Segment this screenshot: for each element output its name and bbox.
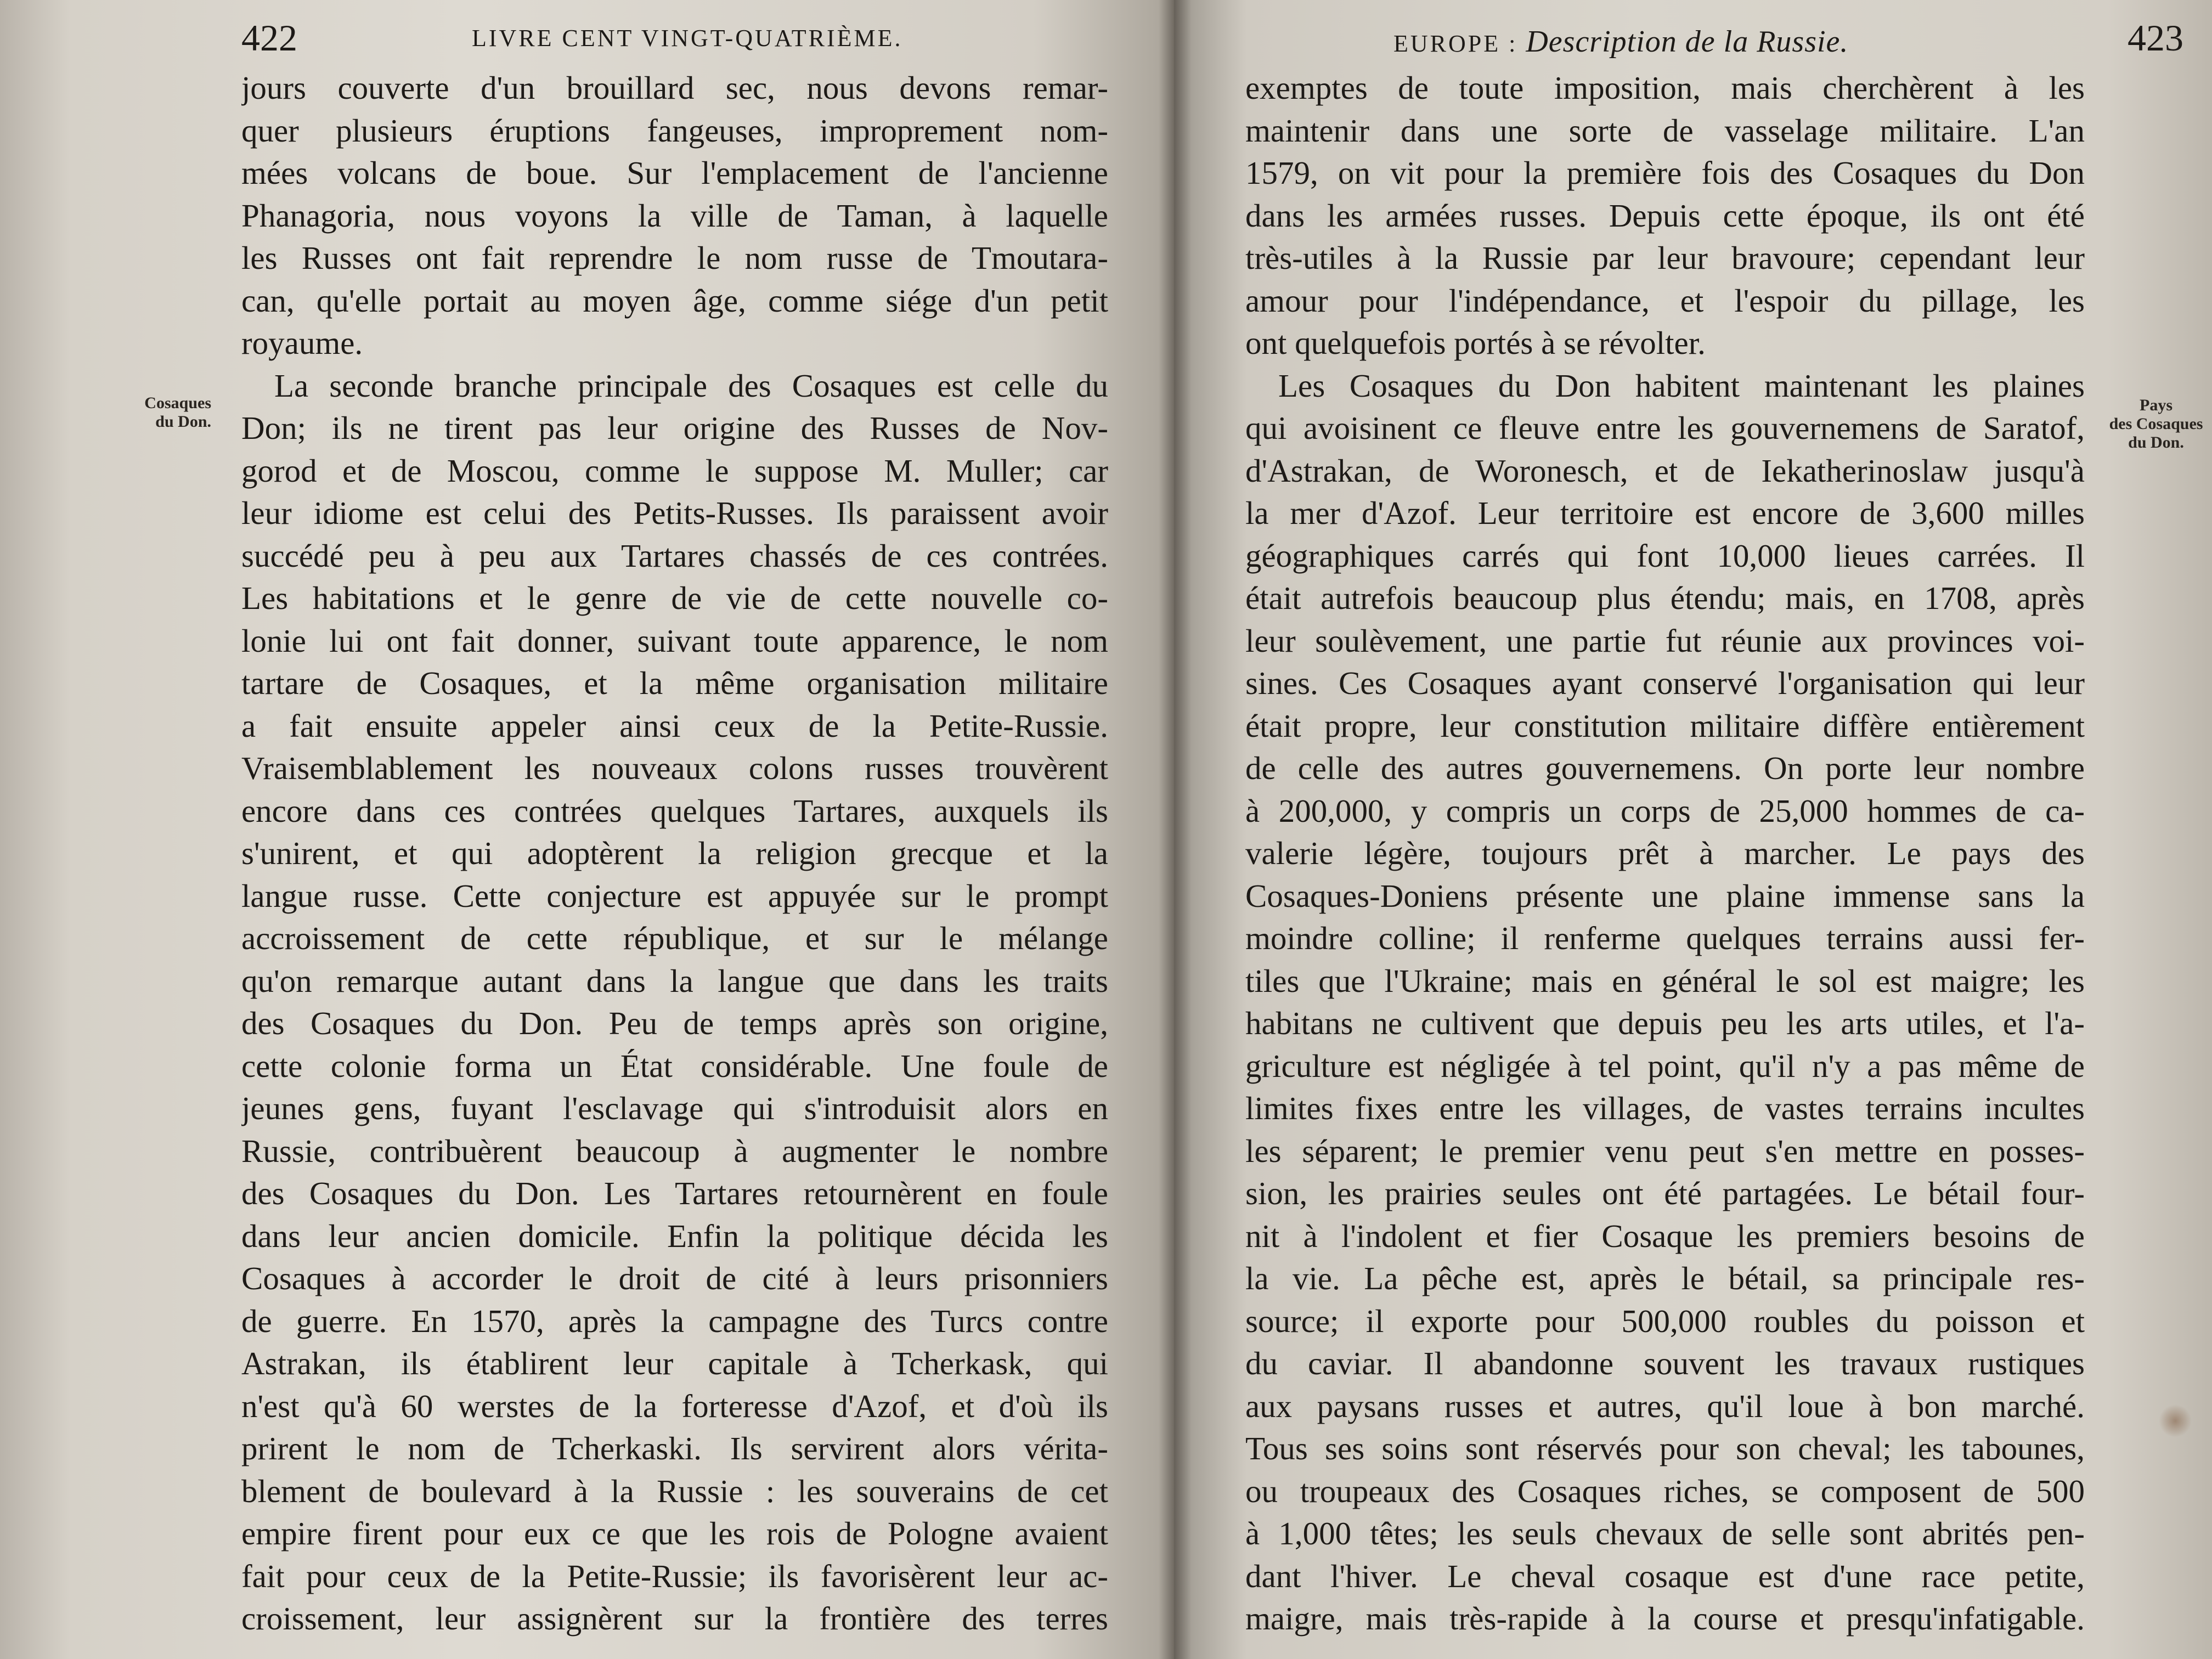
right-running-head <box>1393 16 2183 66</box>
right-margin-note <box>2107 396 2205 452</box>
text-line: langue russe. Cette conjecture est appuyée sur le prompt <box>241 877 1108 914</box>
text-line: tiles que l'Ukraine; mais en général le sol est maigre; les <box>1245 962 2085 999</box>
text-line: Cosaques-Doniens présente une plaine immense sans la <box>1245 877 2085 914</box>
text-line: croissement, leur assignèrent sur la frontière des terres <box>241 1600 1108 1637</box>
text-line: moindre colline; il renferme quelques terrains aussi fer- <box>1245 920 2085 956</box>
text-line: cette colonie forma un État considérable. Une foule de <box>241 1047 1108 1084</box>
text-line: dant l'hiver. Le cheval cosaque est d'une race petite, <box>1245 1558 2085 1594</box>
text-line: ont quelquefois portés à se révolter. <box>1245 325 1706 361</box>
right-running-title-lead: EUROPE <box>1393 30 1501 57</box>
text-line: 1579, on vit pour la première fois des Cosaques du Don <box>1245 155 2085 191</box>
text-line: s'unirent, et qui adoptèrent la religion grecque et la <box>241 835 1108 871</box>
text-line: jours couverte d'un brouillard sec, nous devons remar- <box>241 70 1108 106</box>
text-line: du caviar. Il abandonne souvent les travaux rustiques <box>1245 1345 2085 1381</box>
left-folio: 422 <box>241 17 297 59</box>
right-running-title <box>1393 24 1848 59</box>
text-line: les Russes ont fait reprendre le nom russe de Tmoutara- <box>241 240 1108 276</box>
text-line: Cosaques à accorder le droit de cité à leurs prisonniers <box>241 1260 1108 1296</box>
text-line: source; il exporte pour 500,000 roubles du poisson et <box>1245 1302 2085 1339</box>
text-line: de celle des autres gouvernemens. On porte leur nombre <box>1245 750 2085 786</box>
text-line: sion, les prairies seules ont été partagées. Le bétail four- <box>1245 1175 2085 1211</box>
text-line: mées volcans de boue. Sur l'emplacement de l'ancienne <box>241 155 1108 191</box>
text-line: la mer d'Azof. Leur territoire est encore de 3,600 milles <box>1245 495 2085 531</box>
text-line: de guerre. En 1570, après la campagne des Turcs contre <box>241 1302 1108 1339</box>
text-line: aux paysans russes et autres, qu'il loue à bon marché. <box>1245 1387 2085 1424</box>
text-line: maigre, mais très-rapide à la course et presqu'infatigable. <box>1245 1600 2085 1637</box>
text-line: Astrakan, ils établirent leur capitale à Tcherkask, qui <box>241 1345 1108 1381</box>
text-line: Les habitations et le genre de vie de cette nouvelle co- <box>241 580 1108 616</box>
text-line: Russie, contribuèrent beaucoup à augmenter le nombre <box>241 1132 1108 1169</box>
text-line: limites fixes entre les villages, de vastes terrains incultes <box>1245 1090 2085 1126</box>
text-line: exemptes de toute imposition, mais cherchèrent à les <box>1245 70 2085 106</box>
right-folio: 423 <box>2128 17 2183 59</box>
right-running-title-separator: : <box>1500 30 1526 57</box>
left-running-title: LIVRE CENT VINGT-QUATRIÈME. <box>472 25 903 52</box>
text-line: Tous ses soins sont réservés pour son cheval; les tabounes, <box>1245 1430 2085 1466</box>
text-line: can, qu'elle portait au moyen âge, comme siége d'un petit <box>241 282 1108 319</box>
text-line: la vie. La pêche est, après le bétail, sa principale res- <box>1245 1260 2085 1296</box>
paper-stain <box>2159 1404 2192 1437</box>
text-line: a fait ensuite appeler ainsi ceux de la Petite-Russie. <box>241 707 1108 744</box>
text-line: d'Astrakan, de Woronesch, et de Iekatherinoslaw jusqu'à <box>1245 452 2085 489</box>
text-line: sines. Ces Cosaques ayant conservé l'organisation qui leur <box>1245 665 2085 701</box>
text-line: royaume. <box>241 325 363 361</box>
text-line: Phanagoria, nous voyons la ville de Taman, à laquelle <box>241 197 1108 234</box>
margin-note-line: du Don. <box>155 413 211 431</box>
right-running-title-italic: Description de la Russie. <box>1526 25 1849 59</box>
text-line: très-utiles à la Russie par leur bravoure; cependant leur <box>1245 240 2085 276</box>
text-line: Vraisemblablement les nouveaux colons russes trouvèrent <box>241 750 1108 786</box>
margin-note-line: Cosaques <box>144 394 211 412</box>
text-line: empire firent pour eux ce que les rois de Pologne avaient <box>241 1515 1108 1551</box>
text-line: accroissement de cette république, et sur le mélange <box>241 920 1108 956</box>
text-line: fait pour ceux de la Petite-Russie; ils favorisèrent leur ac- <box>241 1558 1108 1594</box>
text-line: à 1,000 têtes; les seuls chevaux de selle sont abrités pen- <box>1245 1515 2085 1551</box>
text-line: maintenir dans une sorte de vasselage militaire. L'an <box>1245 112 2085 149</box>
margin-note-line: Pays <box>2140 396 2172 414</box>
text-line: La seconde branche principale des Cosaques est celle du <box>274 367 1108 404</box>
margin-note-line: du Don. <box>2128 433 2184 452</box>
text-line: Don; ils ne tirent pas leur origine des Russes de Nov- <box>241 410 1108 446</box>
text-line: à 200,000, y compris un corps de 25,000 hommes de ca- <box>1245 792 2085 829</box>
left-running-head <box>241 16 1130 66</box>
text-line: des Cosaques du Don. Les Tartares retournèrent en foule <box>241 1175 1108 1211</box>
text-line: des Cosaques du Don. Peu de temps après son origine, <box>241 1005 1108 1041</box>
text-line: prirent le nom de Tcherkaski. Ils servirent alors vérita- <box>241 1430 1108 1466</box>
right-body-text <box>1245 67 2085 1640</box>
text-line: n'est qu'à 60 werstes de la forteresse d'Azof, et d'où ils <box>241 1387 1108 1424</box>
text-line: nit à l'indolent et fier Cosaque les premiers besoins de <box>1245 1217 2085 1254</box>
text-line: était autrefois beaucoup plus étendu; mais, en 1708, après <box>1245 580 2085 616</box>
text-line: qui avoisinent ce fleuve entre les gouvernemens de Saratof, <box>1245 410 2085 446</box>
text-line: succédé peu à peu aux Tartares chassés de ces contrées. <box>241 537 1108 574</box>
text-line: amour pour l'indépendance, et l'espoir du pillage, les <box>1245 282 2085 319</box>
text-line: ou troupeaux des Cosaques riches, se composent de 500 <box>1245 1472 2085 1509</box>
book-gutter <box>1159 0 1192 1659</box>
text-line: valerie légère, toujours prêt à marcher. Le pays des <box>1245 835 2085 871</box>
text-line: leur soulèvement, une partie fut réunie aux provinces voi- <box>1245 622 2085 659</box>
text-line: leur idiome est celui des Petits-Russes. Ils paraissent avoir <box>241 495 1108 531</box>
text-line: tartare de Cosaques, et la même organisation militaire <box>241 665 1108 701</box>
text-line: géographiques carrés qui font 10,000 lieues carrées. Il <box>1245 537 2085 574</box>
text-line: lonie lui ont fait donner, suivant toute apparence, le nom <box>241 622 1108 659</box>
text-line: dans leur ancien domicile. Enfin la politique décida les <box>241 1217 1108 1254</box>
text-line: quer plusieurs éruptions fangeuses, improprement nom- <box>241 112 1108 149</box>
margin-note-line: des Cosaques <box>2109 415 2203 433</box>
text-line: jeunes gens, fuyant l'esclavage qui s'introduisit alors en <box>241 1090 1108 1126</box>
text-line: gorod et de Moscou, comme le suppose M. Muller; car <box>241 452 1108 489</box>
text-line: les séparent; le premier venu peut s'en mettre en posses- <box>1245 1132 2085 1169</box>
left-margin-note <box>121 394 211 431</box>
text-line: Les Cosaques du Don habitent maintenant les plaines <box>1278 367 2085 404</box>
text-line: griculture est négligée à tel point, qu'il n'y a pas même de <box>1245 1047 2085 1084</box>
left-body-text <box>241 67 1108 1640</box>
text-line: blement de boulevard à la Russie : les souverains de cet <box>241 1472 1108 1509</box>
text-line: qu'on remarque autant dans la langue que dans les traits <box>241 962 1108 999</box>
text-line: dans les armées russes. Depuis cette époque, ils ont été <box>1245 197 2085 234</box>
text-line: était propre, leur constitution militaire diffère entièrement <box>1245 707 2085 744</box>
text-line: habitans ne cultivent que depuis peu les arts utiles, et l'a- <box>1245 1005 2085 1041</box>
text-line: encore dans ces contrées quelques Tartares, auxquels ils <box>241 792 1108 829</box>
